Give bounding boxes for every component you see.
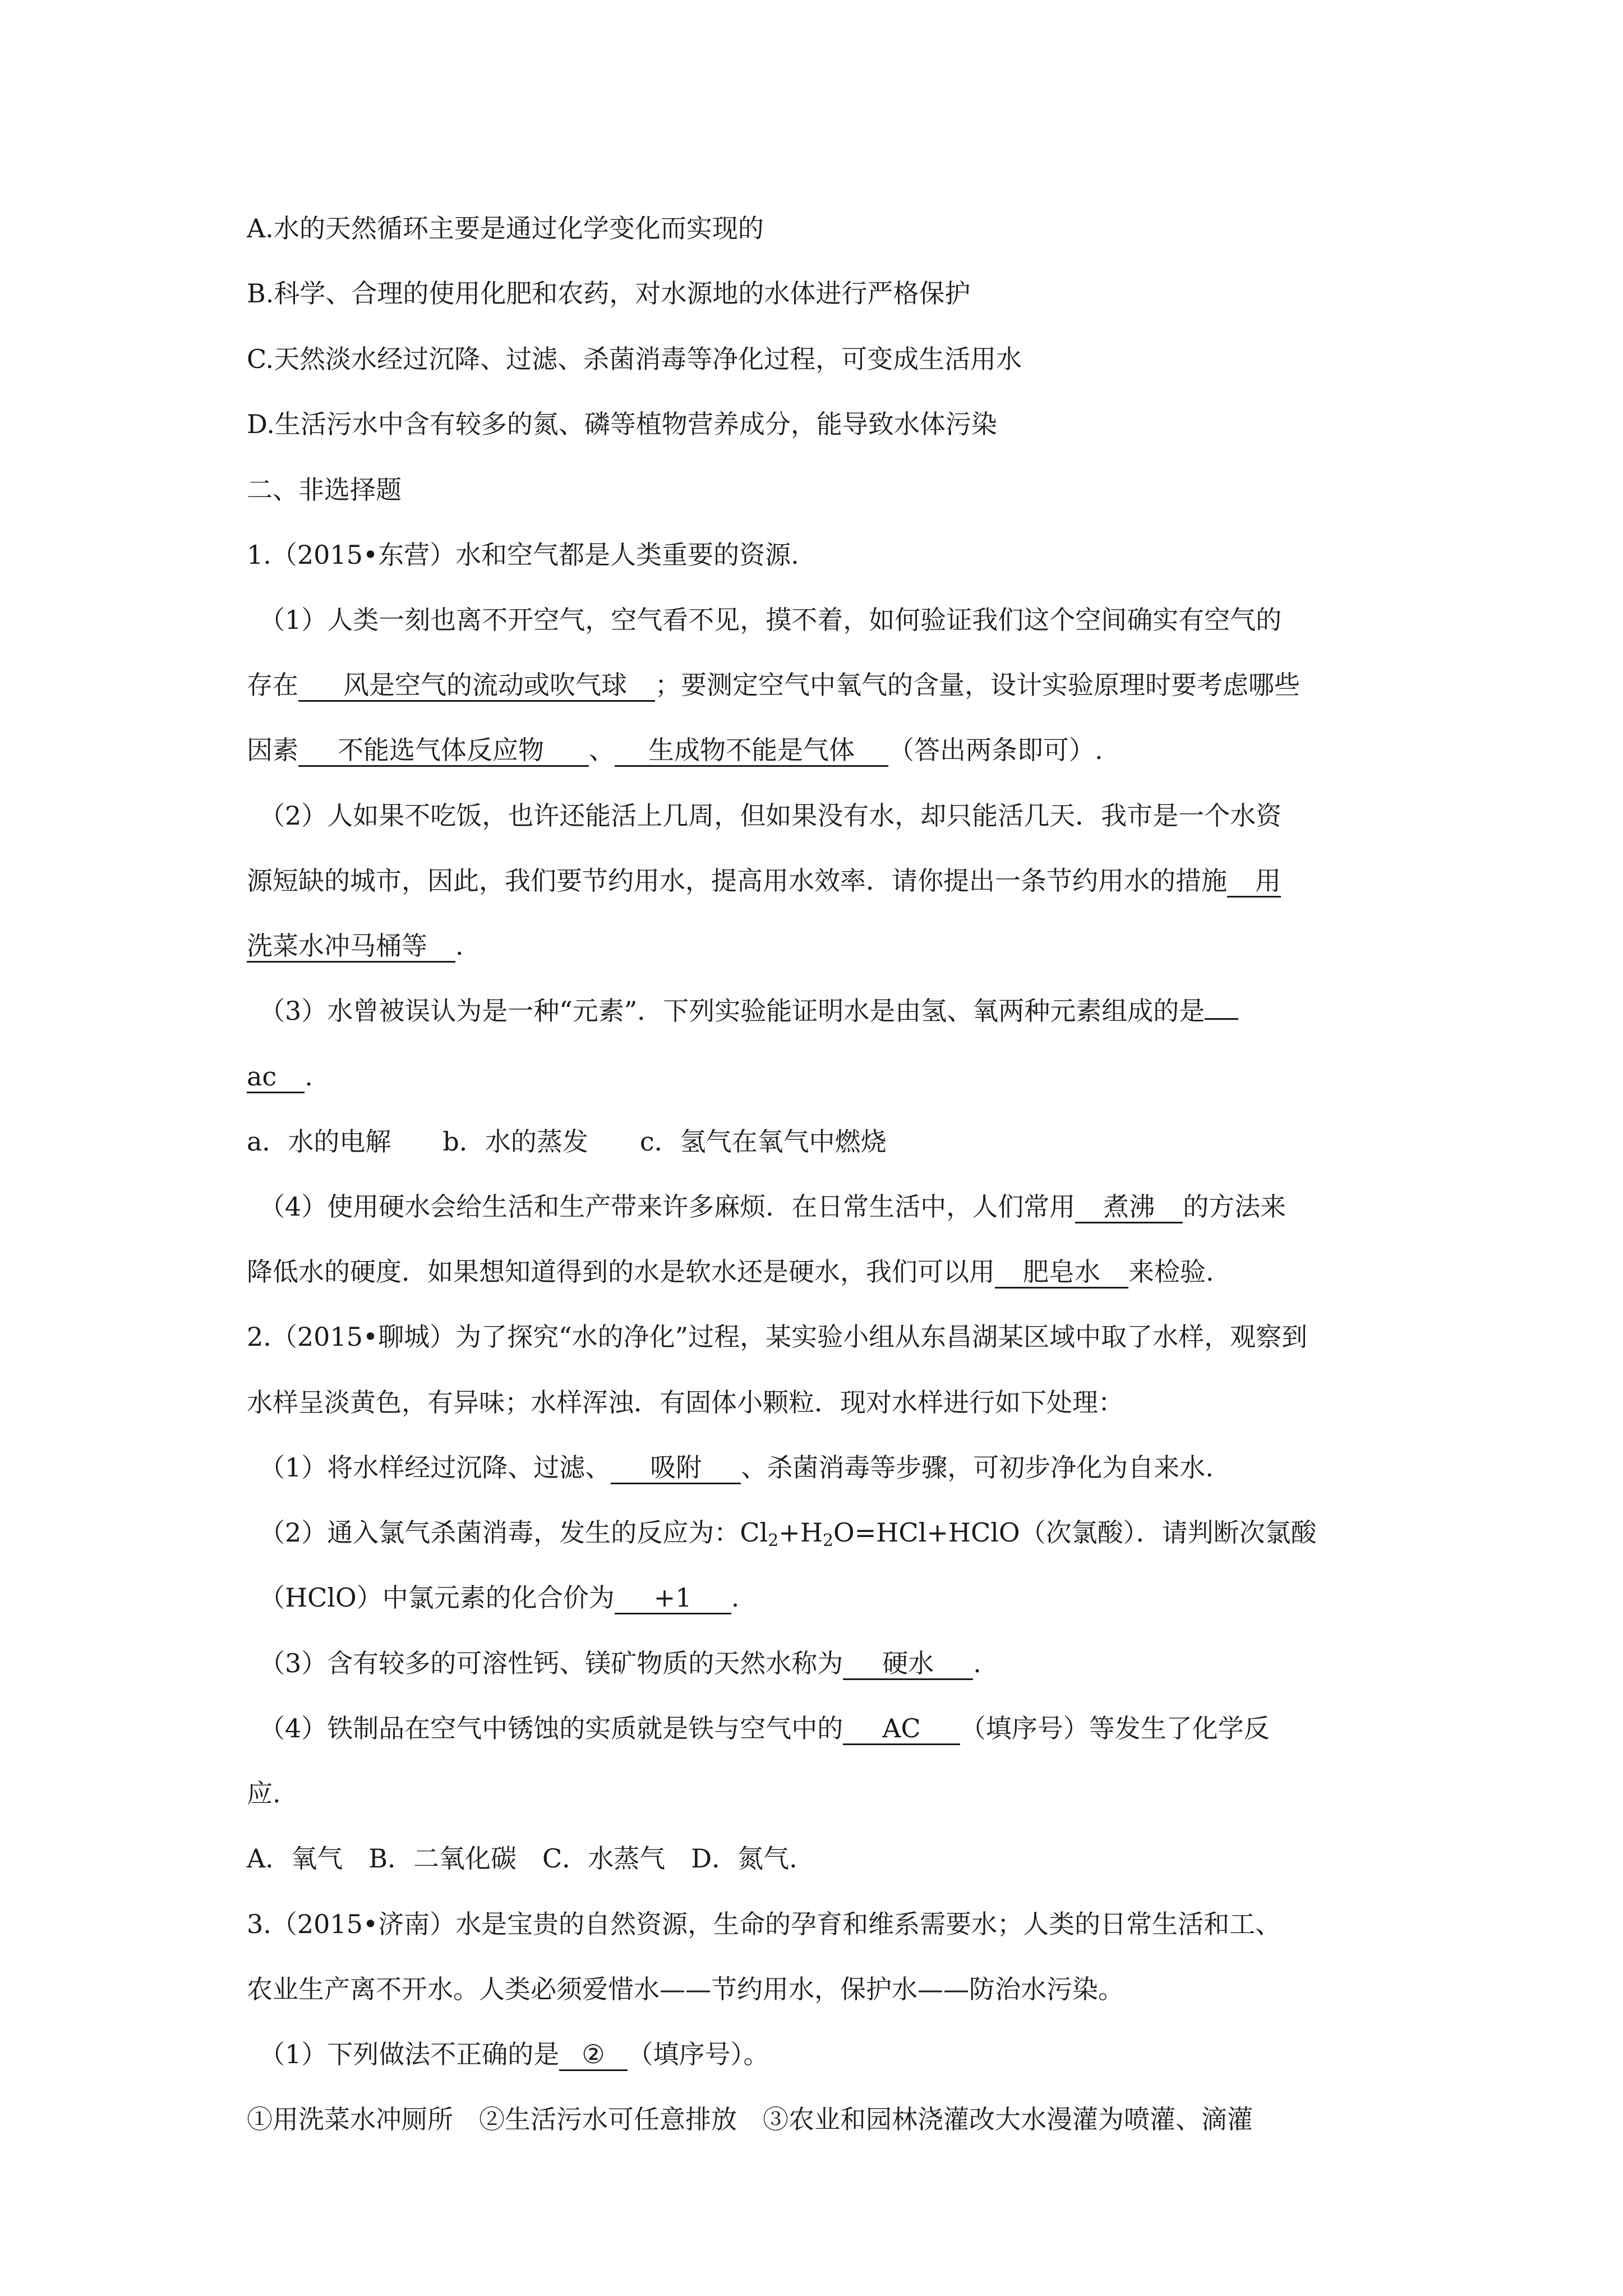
q1-part1-line1: （1）人类一刻也离不开空气，空气看不见，摸不着，如何验证我们这个空间确实有空气的 <box>259 605 1282 635</box>
q2-text: （1）将水样经过沉降、过滤、 <box>259 1452 611 1483</box>
option-a: A.水的天然循环主要是通过化学变化而实现的 <box>247 213 764 243</box>
q3-text: （填序号）。 <box>627 2039 769 2069</box>
answer-blank: 风是空气的流动或吹气球 <box>298 672 655 702</box>
answer-blank: 煮沸 <box>1075 1194 1183 1223</box>
answer-blank: AC <box>843 1715 960 1745</box>
answer-blank: 不能选气体反应物 <box>298 737 589 767</box>
q1-part2-line1: （2）人如果不吃饭，也许还能活上几周，但如果没有水，却只能活几天．我市是一个水资 <box>259 800 1282 831</box>
q2-text: . <box>731 1582 740 1613</box>
answer-blank: ac <box>247 1064 305 1093</box>
q2-text: O=HCl+HClO（次氯酸）．请判断次氯酸 <box>833 1517 1317 1548</box>
q1-text: . <box>305 1061 313 1092</box>
q2-text: （2）通入氯气杀菌消毒，发生的反应为：Cl <box>259 1517 768 1548</box>
q1-part3-line1 <box>259 998 1238 1024</box>
q2-part1 <box>259 1452 1214 1484</box>
q2-text: （3）含有较多的可溶性钙、镁矿物质的天然水称为 <box>259 1648 843 1678</box>
q2-text: （4）铁制品在空气中锈蚀的实质就是铁与空气中的 <box>259 1713 843 1743</box>
q2-text: 、杀菌消毒等步骤，可初步净化为自来水. <box>741 1452 1214 1483</box>
q1-part1-line3 <box>247 737 1103 767</box>
q1-text: 源短缺的城市，因此，我们要节约用水，提高用水效率．请你提出一条节约用水的措施 <box>247 866 1227 896</box>
q1-part2-line3 <box>247 933 464 963</box>
q1-text: 的方法来 <box>1183 1191 1287 1222</box>
q2-part2-line2 <box>259 1582 740 1614</box>
q1-text: （3）水曾被误认为是一种“元素”．下列实验能证明水是由氢、氧两种元素组成的是 <box>259 996 1205 1026</box>
q1-text: （4）使用硬水会给生活和生产带来许多麻烦．在日常生活中，人们常用 <box>259 1191 1076 1222</box>
q1-text: ；要测定空气中氧气的含量，设计实验原理时要考虑哪些 <box>655 670 1300 700</box>
subscript: 2 <box>822 1531 834 1550</box>
answer-blank: 用 <box>1227 868 1281 898</box>
answer-blank: 硬水 <box>843 1650 973 1680</box>
answer-blank: 洗菜水冲马桶等 <box>247 933 455 963</box>
answer-blank <box>1205 1016 1238 1020</box>
q3-heading-line2: 农业生产离不开水。人类必须爱惜水——节约用水，保护水——防治水污染。 <box>247 1974 1124 2004</box>
q2-heading-line2: 水样呈淡黄色，有异味；水样浑浊．有固体小颗粒．现对水样进行如下处理： <box>247 1387 1124 1418</box>
q1-part1-line2 <box>247 672 1300 702</box>
q1-text: . <box>455 931 464 961</box>
answer-blank: 生成物不能是气体 <box>615 737 888 767</box>
q2-text: +H <box>778 1517 823 1548</box>
option-c: C.天然淡水经过沉降、过滤、杀菌消毒等净化过程，可变成生活用水 <box>247 344 1022 374</box>
answer-blank: 肥皂水 <box>995 1259 1128 1289</box>
option-d: D.生活污水中含有较多的氮、磷等植物营养成分，能导致水体污染 <box>247 409 997 439</box>
q2-options: A．氧气 B．二氧化碳 C．水蒸气 D．氮气. <box>247 1843 797 1874</box>
section-title: 二、非选择题 <box>247 475 402 505</box>
subscript: 2 <box>768 1531 779 1550</box>
q1-part3-line2 <box>247 1061 313 1093</box>
q3-text: （1）下列做法不正确的是 <box>259 2039 560 2069</box>
q3-part1 <box>259 2041 769 2071</box>
q1-part4-line1 <box>259 1191 1287 1223</box>
option-b: B.科学、合理的使用化肥和农药，对水源地的水体进行严格保护 <box>247 278 971 309</box>
q2-part3 <box>259 1650 981 1680</box>
q1-text: 来检验. <box>1128 1257 1214 1287</box>
q2-heading: 2.（2015•聊城）为了探究“水的净化”过程，某实验小组从东昌湖某区域中取了水样，观察到 <box>247 1322 1308 1352</box>
q3-heading: 3.（2015•济南）水是宝贵的自然资源，生命的孕育和维系需要水；人类的日常生活和工、 <box>247 1909 1281 1939</box>
q1-part3-options: a．水的电解 b．水的蒸发 c．氢气在氧气中燃烧 <box>247 1126 887 1157</box>
q1-text: 降低水的硬度．如果想知道得到的水是软水还是硬水，我们可以用 <box>247 1257 995 1287</box>
q1-heading: 1.（2015•东营）水和空气都是人类重要的资源. <box>247 540 799 570</box>
q3-options: ①用洗菜水冲厕所 ②生活污水可任意排放 ③农业和园林浇灌改大水漫灌为喷灌、滴灌 <box>247 2104 1253 2134</box>
answer-blank: ② <box>559 2041 627 2071</box>
q1-text: 存在 <box>247 670 298 700</box>
q2-text: （填序号）等发生了化学反 <box>960 1713 1270 1743</box>
q2-part4-line2: 应. <box>247 1778 281 1809</box>
q1-text: （答出两条即可）. <box>888 735 1103 765</box>
q2-part2-line1 <box>259 1517 1317 1550</box>
q1-text: 因素 <box>247 735 298 765</box>
answer-blank: +1 <box>615 1585 731 1614</box>
q2-part4 <box>259 1715 1270 1745</box>
q1-part4-line2 <box>247 1259 1214 1289</box>
q2-text: . <box>973 1648 981 1678</box>
q2-text: （HClO）中氯元素的化合价为 <box>259 1582 615 1613</box>
answer-blank: 吸附 <box>611 1455 741 1484</box>
q1-text: 、 <box>589 735 615 765</box>
q1-part2-line2 <box>247 868 1281 898</box>
